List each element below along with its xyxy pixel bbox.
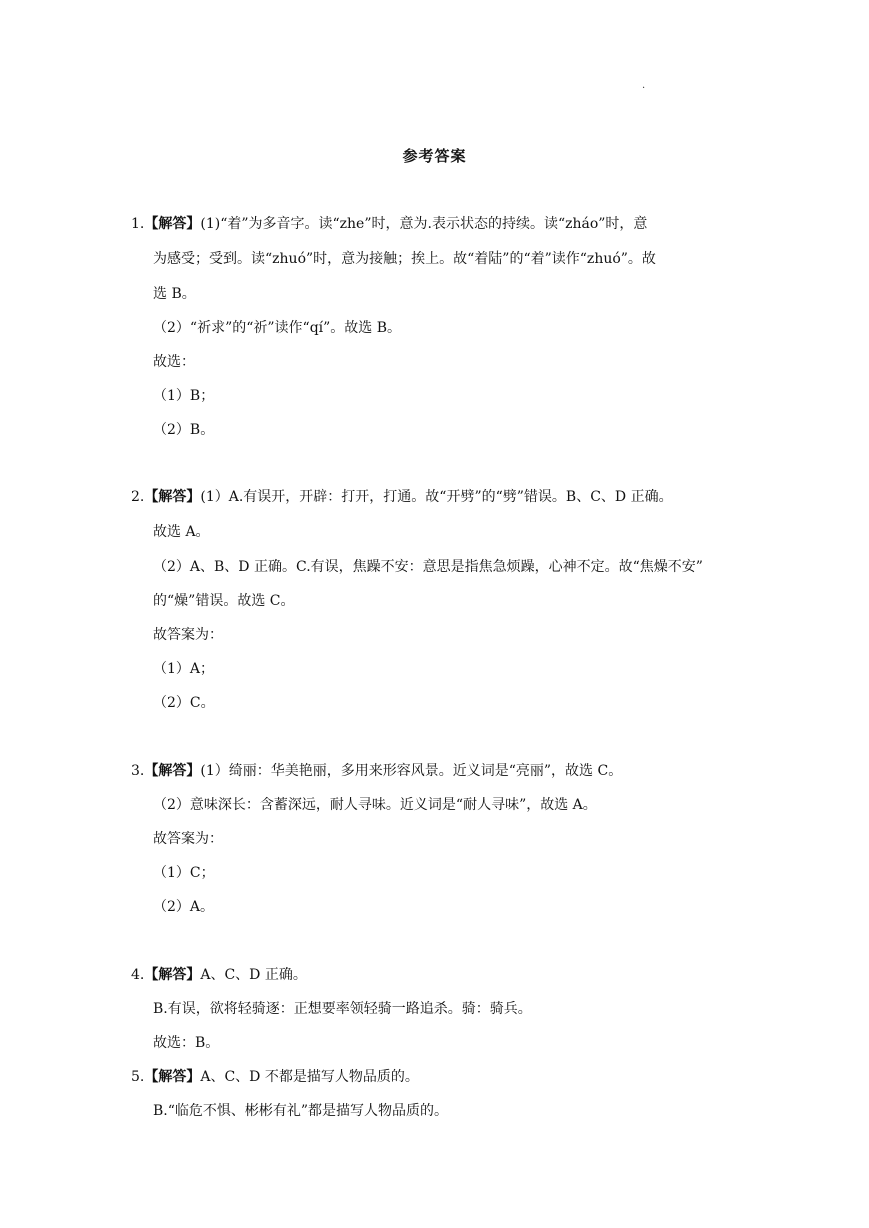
answer-5-line-1 <box>131 1067 419 1087</box>
answer-3-line-3: 故答案为： <box>153 831 223 847</box>
answer-text: (1)“着”为多音字。读“zhe”时，意为.表示状态的持续。读“zháo”时，意 <box>200 216 648 232</box>
answer-2-line-3: （2）A、B、D 正确。C.有误，焦躁不安：意思是指焦急烦躁，心神不定。故“焦燥不安” <box>153 559 703 575</box>
answer-5-line-2: B.“临危不惧、彬彬有礼”都是描写人物品质的。 <box>153 1103 449 1119</box>
answer-tag: 【解答】 <box>144 489 201 505</box>
answer-1-line-7: （2）B。 <box>153 422 215 438</box>
answer-3-line-5: （2）A。 <box>153 899 215 915</box>
question-number: 4. <box>131 967 145 983</box>
answer-1-line-6: （1）B； <box>153 388 215 404</box>
answer-2-line-6: （1）A； <box>153 661 215 677</box>
answer-1-line-2: 为感受；受到。读“zhuó”时，意为接触；挨上。故“着陆”的“着”读作“zhuó”。故 <box>153 251 656 267</box>
answer-2-line-7: （2）C。 <box>153 695 215 711</box>
answer-text: (1）A.有误开，开辟：打开，打通。故“开劈”的“劈”错误。B、C、D 正确。 <box>200 489 673 505</box>
answer-tag: 【解答】 <box>144 967 201 983</box>
answer-3-line-2: （2）意味深长：含蓄深远，耐人寻味。近义词是“耐人寻味”，故选 A。 <box>153 797 597 813</box>
answer-1-line-3: 选 B。 <box>153 286 196 302</box>
answer-2-line-5: 故答案为： <box>153 627 223 643</box>
question-number: 1. <box>131 216 145 232</box>
answer-1-line-1 <box>131 214 647 234</box>
answer-2-line-4: 的“燥”错误。故选 C。 <box>153 593 295 609</box>
header-mark: . <box>642 80 646 91</box>
answer-1-line-4: （2）“祈求”的“祈”读作“qí”。故选 B。 <box>153 320 402 336</box>
answer-text: A、C、D 不都是描写人物品质的。 <box>200 1069 419 1085</box>
answer-2-line-1 <box>131 487 673 507</box>
answer-2-line-2: 故选 A。 <box>153 524 210 540</box>
answer-tag: 【解答】 <box>144 216 201 232</box>
answer-text: A、C、D 正确。 <box>200 967 307 983</box>
answer-4-line-1 <box>131 965 307 985</box>
question-number: 5. <box>131 1069 145 1085</box>
answer-tag: 【解答】 <box>144 763 201 779</box>
page-title: 参考答案 <box>402 147 467 165</box>
question-number: 2. <box>131 489 145 505</box>
answer-3-line-4: （1）C； <box>153 865 215 881</box>
answer-4-line-2: B.有误，欲将轻骑逐：正想要率领轻骑一路追杀。骑：骑兵。 <box>153 1001 532 1017</box>
answer-1-line-5: 故选： <box>153 354 195 370</box>
answer-3-line-1 <box>131 761 622 781</box>
answer-text: (1）绮丽：华美艳丽，多用来形容风景。近义词是“亮丽”，故选 C。 <box>200 763 623 779</box>
answer-4-line-3: 故选：B。 <box>153 1035 220 1051</box>
answer-tag: 【解答】 <box>144 1069 201 1085</box>
question-number: 3. <box>131 763 145 779</box>
